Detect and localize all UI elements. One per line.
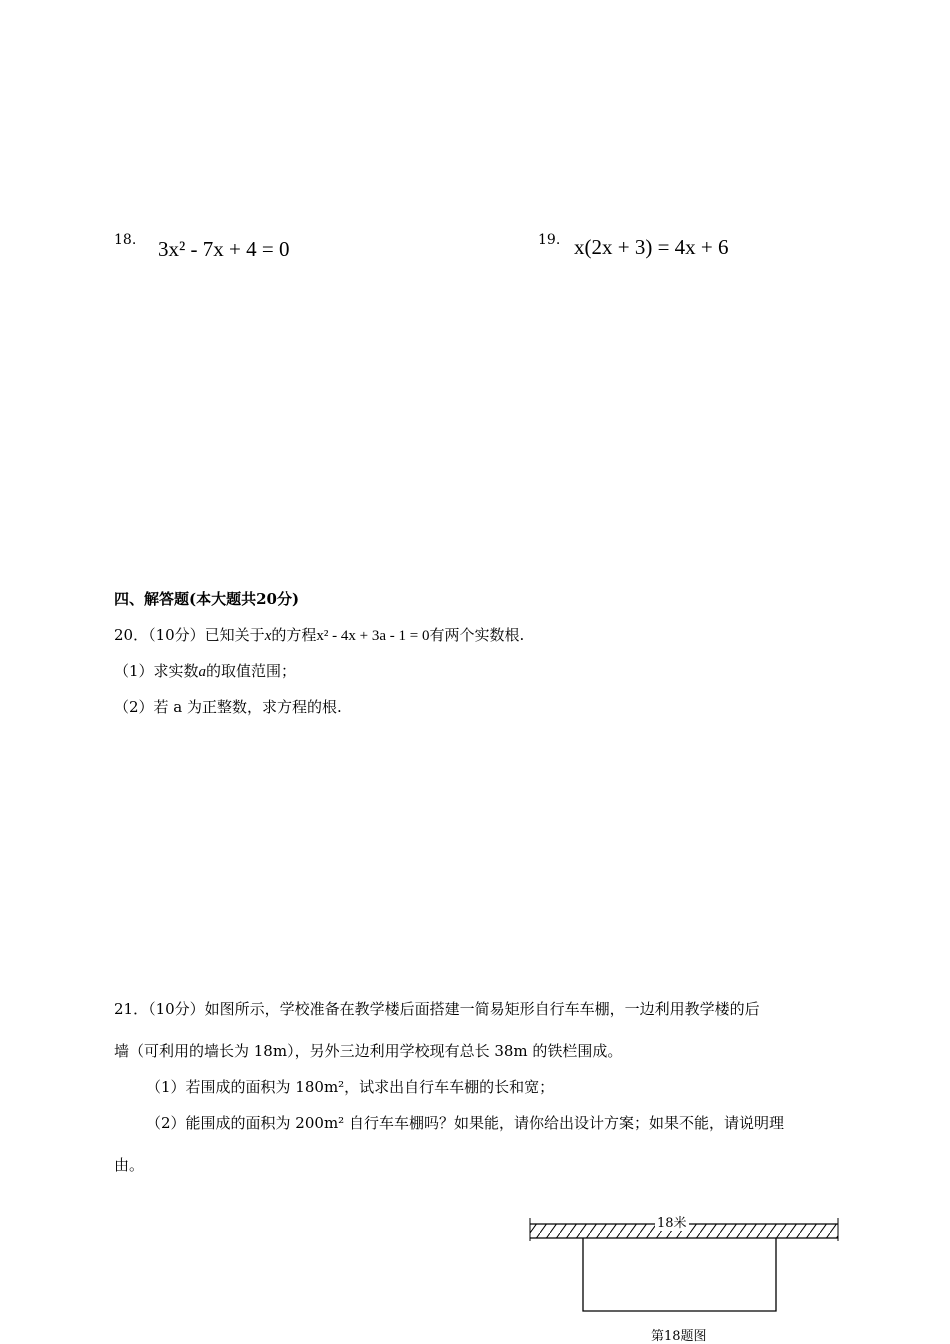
q20-equation: x² - 4x + 3a - 1 = 0 <box>316 628 430 644</box>
section-heading: 四、解答题(本大题共20分) <box>114 590 300 608</box>
q20-part1-b: 的取值范围； <box>206 662 297 680</box>
wall-length-label: 18米 <box>655 1212 689 1231</box>
q21-part2-end: 由。 <box>114 1156 145 1174</box>
q20-part2: （2）若 a 为正整数，求方程的根. <box>114 698 342 716</box>
q21-part1: （1）若围成的面积为 180m²，试求出自行车车棚的长和宽； <box>146 1078 555 1096</box>
q20-intro-a: 20．（10分）已知关于 <box>114 626 265 644</box>
q20-part1 <box>114 660 296 681</box>
q20-var-x: x <box>264 628 272 644</box>
q20-var-a: a <box>198 664 207 680</box>
figure-caption: 第18题图 <box>651 1329 707 1344</box>
q20-part1-a: （1）求实数 <box>114 662 199 680</box>
q20-intro-b: 的方程 <box>271 626 317 644</box>
q21-line2: 墙（可利用的墙长为 18m），另外三边利用学校现有总长 38m 的铁栏围成。 <box>114 1042 623 1060</box>
q19-number: 19. <box>538 232 561 248</box>
q21-part2: （2）能围成的面积为 200m² 自行车车棚吗？如果能，请你给出设计方案；如果不能，请说明理 <box>146 1114 784 1132</box>
q18-number: 18. <box>114 232 137 248</box>
q20-intro-c: 有两个实数根. <box>429 626 525 644</box>
q18-equation: 3x² - 7x + 4 = 0 <box>158 237 290 261</box>
q20-statement <box>114 624 524 645</box>
shed-rectangle <box>583 1238 776 1311</box>
q19-equation: x(2x + 3) = 4x + 6 <box>574 235 729 259</box>
q21-line1: 21．（10分）如图所示，学校准备在教学楼后面搭建一简易矩形自行车车棚，一边利用教学楼的后 <box>114 1000 760 1018</box>
